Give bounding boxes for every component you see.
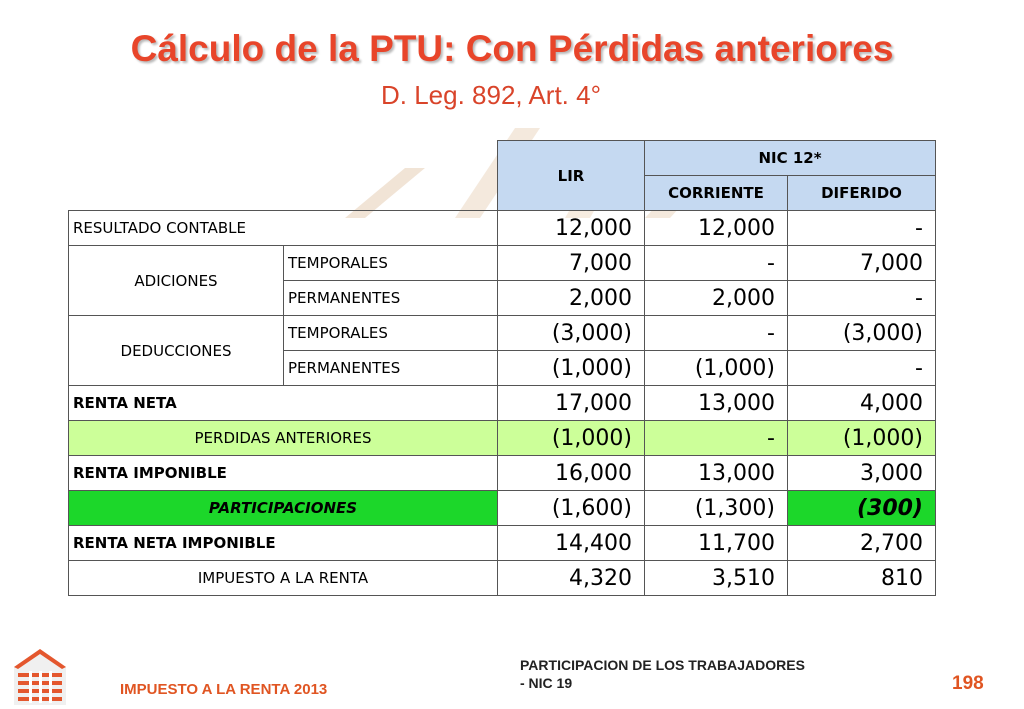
row-label: RENTA IMPONIBLE <box>69 456 498 491</box>
footer-topic-line1: PARTICIPACION DE LOS TRABAJADORES <box>520 657 805 673</box>
row-participaciones <box>69 491 936 526</box>
row-label: PERDIDAS ANTERIORES <box>69 421 498 456</box>
group-label-deducciones: DEDUCCIONES <box>69 316 284 386</box>
slide-subtitle: D. Leg. 892, Art. 4° <box>381 80 601 110</box>
cell-corriente: 13,000 <box>645 386 788 421</box>
cell-diferido: (1,000) <box>788 421 936 456</box>
cell-lir: (1,600) <box>498 491 645 526</box>
row-impuesto-renta <box>69 561 936 596</box>
cell-corriente: 11,700 <box>645 526 788 561</box>
page-number: 198 <box>952 673 984 694</box>
group-label-adiciones: ADICIONES <box>69 246 284 316</box>
cell-diferido: 810 <box>788 561 936 596</box>
cell-corriente: 12,000 <box>645 211 788 246</box>
row-resultado-contable <box>69 211 936 246</box>
footer-topic-line2: - NIC 19 <box>520 675 573 691</box>
row-renta-neta <box>69 386 936 421</box>
cell-diferido: - <box>788 211 936 246</box>
header-diferido: DIFERIDO <box>788 176 936 211</box>
row-perdidas-anteriores <box>69 421 936 456</box>
row-label: RENTA NETA IMPONIBLE <box>69 526 498 561</box>
cell-diferido: (3,000) <box>788 316 936 351</box>
header-nic12: NIC 12* <box>645 141 936 176</box>
row-label: RENTA NETA <box>69 386 498 421</box>
cell-corriente: (1,000) <box>645 351 788 386</box>
building-logo-icon <box>14 645 66 705</box>
row-deducciones-temporales <box>69 316 936 351</box>
cell-lir: 4,320 <box>498 561 645 596</box>
cell-lir: (1,000) <box>498 351 645 386</box>
cell-corriente: (1,300) <box>645 491 788 526</box>
cell-diferido: 7,000 <box>788 246 936 281</box>
cell-corriente: 2,000 <box>645 281 788 316</box>
row-label: RESULTADO CONTABLE <box>69 211 498 246</box>
cell-corriente: - <box>645 316 788 351</box>
cell-lir: 12,000 <box>498 211 645 246</box>
cell-corriente: 13,000 <box>645 456 788 491</box>
cell-lir: (3,000) <box>498 316 645 351</box>
row-label: PARTICIPACIONES <box>69 491 498 526</box>
cell-lir: 17,000 <box>498 386 645 421</box>
cell-lir: (1,000) <box>498 421 645 456</box>
sub-label: TEMPORALES <box>284 246 498 281</box>
sub-label: TEMPORALES <box>284 316 498 351</box>
cell-diferido: (300) <box>788 491 936 526</box>
row-renta-imponible <box>69 456 936 491</box>
row-renta-neta-imponible <box>69 526 936 561</box>
sub-label: PERMANENTES <box>284 351 498 386</box>
cell-diferido: 2,700 <box>788 526 936 561</box>
footer-course-label: IMPUESTO A LA RENTA 2013 <box>120 681 328 698</box>
row-label: IMPUESTO A LA RENTA <box>69 561 498 596</box>
cell-lir: 7,000 <box>498 246 645 281</box>
blank-corner <box>69 141 498 211</box>
ptu-table <box>68 140 936 596</box>
cell-diferido: - <box>788 281 936 316</box>
cell-lir: 14,400 <box>498 526 645 561</box>
header-corriente: CORRIENTE <box>645 176 788 211</box>
slide-title: Cálculo de la PTU: Con Pérdidas anteriores <box>130 28 894 69</box>
footer-topic <box>520 656 805 692</box>
row-adiciones-temporales <box>69 246 936 281</box>
cell-diferido: - <box>788 351 936 386</box>
sub-label: PERMANENTES <box>284 281 498 316</box>
cell-corriente: - <box>645 246 788 281</box>
cell-lir: 2,000 <box>498 281 645 316</box>
cell-diferido: 3,000 <box>788 456 936 491</box>
cell-lir: 16,000 <box>498 456 645 491</box>
cell-corriente: - <box>645 421 788 456</box>
cell-corriente: 3,510 <box>645 561 788 596</box>
header-lir: LIR <box>498 141 645 211</box>
cell-diferido: 4,000 <box>788 386 936 421</box>
